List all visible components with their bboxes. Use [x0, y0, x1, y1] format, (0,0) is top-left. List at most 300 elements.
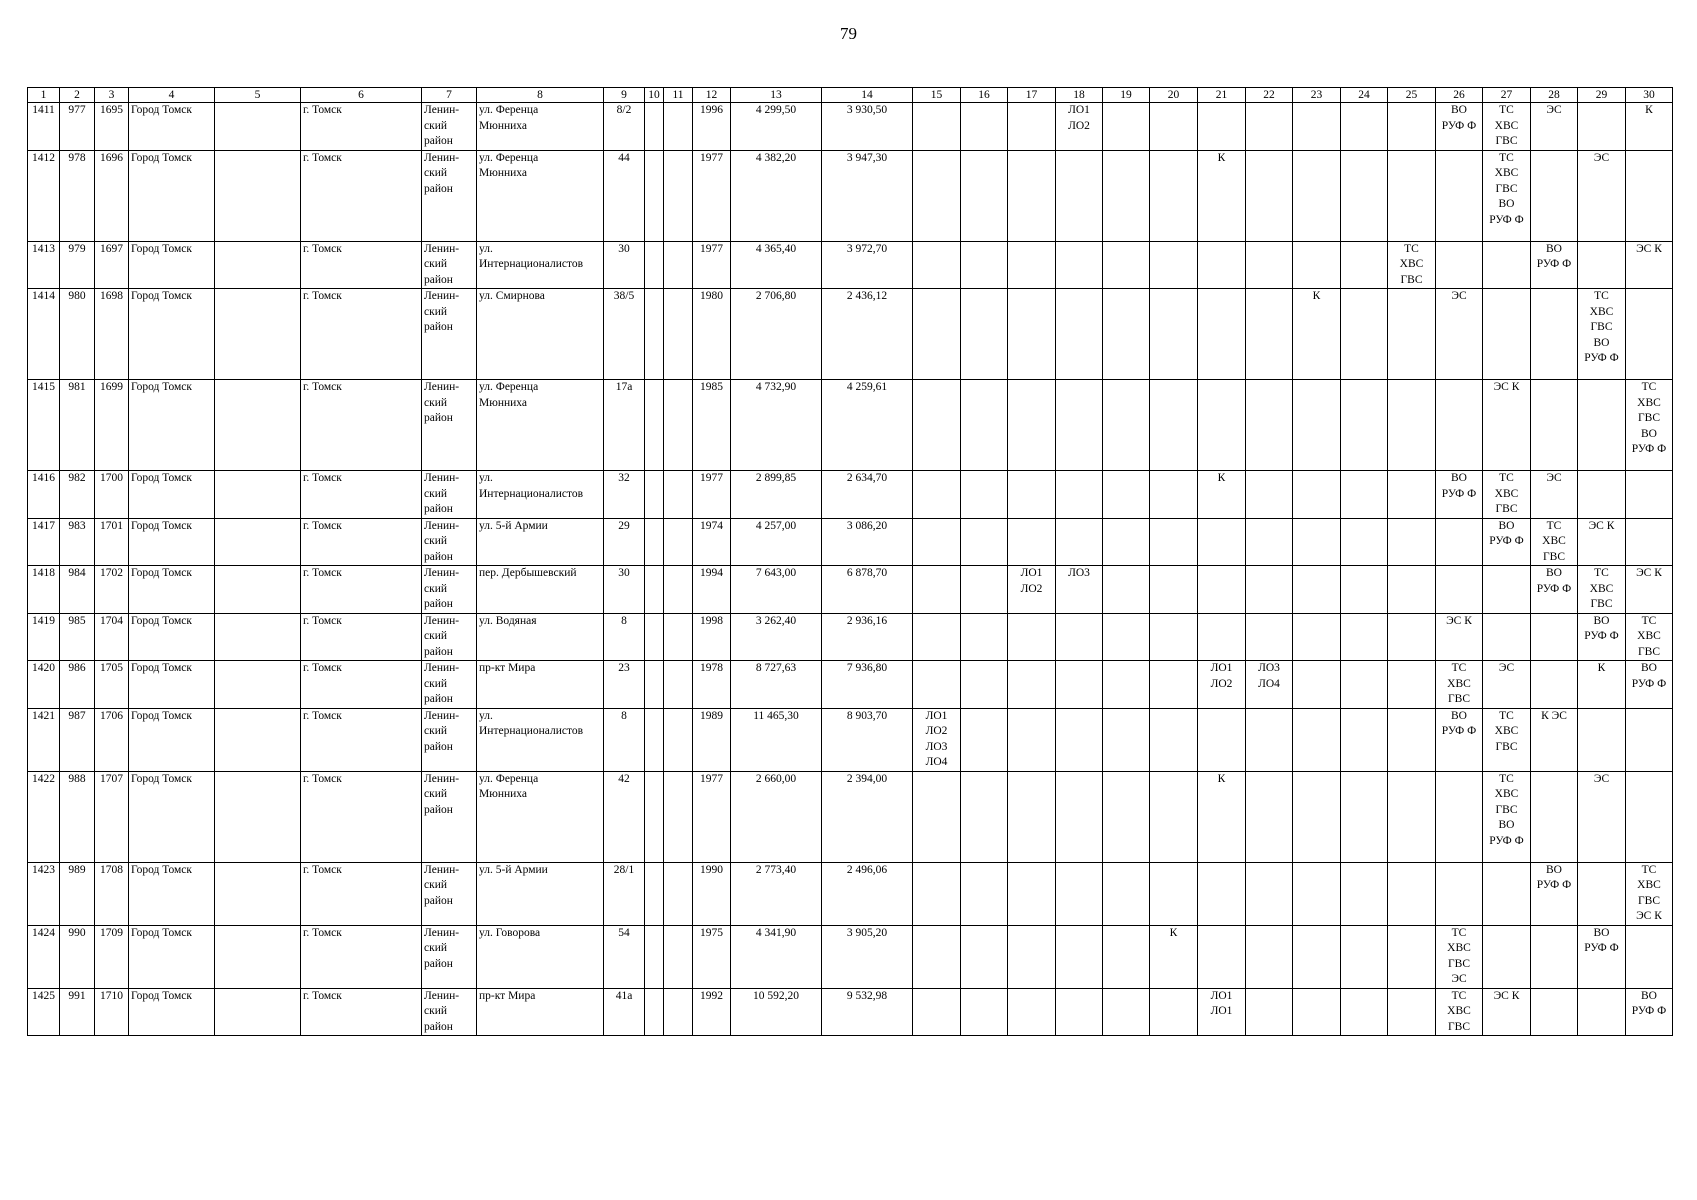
- table-cell: [1103, 471, 1150, 519]
- table-cell: [913, 241, 961, 289]
- table-cell: г. Томск: [301, 471, 422, 519]
- table-cell: ЛО3: [1056, 566, 1103, 614]
- table-cell: [1341, 613, 1388, 661]
- table-cell: 1422: [28, 771, 60, 862]
- table-cell: [1008, 518, 1056, 566]
- table-cell: [1341, 708, 1388, 771]
- table-row: [28, 289, 1673, 380]
- table-cell: [1103, 661, 1150, 709]
- table-cell: 990: [60, 925, 95, 988]
- table-cell: ТС ХВС ГВС ВО РУФ Ф: [1483, 771, 1531, 862]
- table-cell: 30: [604, 566, 645, 614]
- table-cell: [1388, 518, 1436, 566]
- table-cell: [1103, 518, 1150, 566]
- table-cell: [664, 771, 693, 862]
- table-cell: 1998: [693, 613, 731, 661]
- table-cell: ЛО1 ЛО2 ЛО3 ЛО4: [913, 708, 961, 771]
- table-cell: [1056, 380, 1103, 471]
- table-cell: [645, 771, 664, 862]
- table-row: [28, 471, 1673, 519]
- table-cell: [1531, 771, 1578, 862]
- table-cell: 44: [604, 150, 645, 241]
- table-cell: 1418: [28, 566, 60, 614]
- table-cell: ЭС: [1436, 289, 1483, 380]
- table-cell: [961, 988, 1008, 1036]
- table-cell: [1483, 862, 1531, 925]
- table-cell: [961, 289, 1008, 380]
- column-header-10: 10: [645, 88, 664, 103]
- table-body: [28, 103, 1673, 1036]
- table-cell: ВО РУФ Ф: [1531, 241, 1578, 289]
- column-header-11: 11: [664, 88, 693, 103]
- table-cell: [645, 661, 664, 709]
- table-cell: К ЭС: [1531, 708, 1578, 771]
- table-cell: [1150, 862, 1198, 925]
- table-cell: [1056, 518, 1103, 566]
- table-cell: [1578, 471, 1626, 519]
- table-row: [28, 862, 1673, 925]
- table-cell: [961, 661, 1008, 709]
- table-cell: [215, 661, 301, 709]
- table-cell: [1578, 380, 1626, 471]
- table-cell: ВО РУФ Ф: [1626, 661, 1673, 709]
- table-cell: [645, 708, 664, 771]
- table-row: [28, 380, 1673, 471]
- table-cell: [1198, 289, 1246, 380]
- table-cell: [1150, 661, 1198, 709]
- table-cell: ВО РУФ Ф: [1436, 103, 1483, 151]
- table-cell: 10 592,20: [731, 988, 822, 1036]
- table-cell: Ленин- ский район: [422, 150, 477, 241]
- table-cell: [1008, 471, 1056, 519]
- table-cell: [1531, 380, 1578, 471]
- table-cell: 991: [60, 988, 95, 1036]
- table-cell: [1388, 566, 1436, 614]
- table-cell: 1706: [95, 708, 129, 771]
- table-cell: [1103, 862, 1150, 925]
- table-cell: ВО РУФ Ф: [1578, 925, 1626, 988]
- table-cell: [1056, 708, 1103, 771]
- table-cell: [1578, 862, 1626, 925]
- table-cell: [1150, 103, 1198, 151]
- table-cell: ТС ХВС ГВС: [1483, 708, 1531, 771]
- table-cell: [215, 103, 301, 151]
- table-cell: [1436, 566, 1483, 614]
- table-cell: [1103, 566, 1150, 614]
- column-header-28: 28: [1531, 88, 1578, 103]
- column-header-27: 27: [1483, 88, 1531, 103]
- table-cell: ТС ХВС ГВС ВО РУФ Ф: [1578, 289, 1626, 380]
- table-cell: 1990: [693, 862, 731, 925]
- table-cell: Ленин- ский район: [422, 771, 477, 862]
- table-cell: Город Томск: [129, 518, 215, 566]
- table-cell: [1388, 103, 1436, 151]
- table-cell: 1696: [95, 150, 129, 241]
- table-cell: ул. Ференца Мюнниха: [477, 150, 604, 241]
- table-cell: К: [1198, 150, 1246, 241]
- table-cell: [1056, 150, 1103, 241]
- table-cell: [1198, 566, 1246, 614]
- table-cell: ТС ХВС ГВС ВО РУФ Ф: [1626, 380, 1673, 471]
- table-cell: [1198, 241, 1246, 289]
- table-cell: [215, 150, 301, 241]
- table-cell: [1293, 988, 1341, 1036]
- table-cell: ТС ХВС ГВС: [1626, 613, 1673, 661]
- table-cell: 1709: [95, 925, 129, 988]
- table-cell: [1483, 925, 1531, 988]
- table-row: [28, 988, 1673, 1036]
- table-cell: 4 257,00: [731, 518, 822, 566]
- table-cell: [215, 862, 301, 925]
- table-cell: ТС ХВС ГВС ЭС: [1436, 925, 1483, 988]
- table-cell: 1977: [693, 241, 731, 289]
- table-cell: [913, 661, 961, 709]
- table-cell: [1246, 988, 1293, 1036]
- column-header-5: 5: [215, 88, 301, 103]
- column-header-2: 2: [60, 88, 95, 103]
- table-cell: 1419: [28, 613, 60, 661]
- table-cell: г. Томск: [301, 380, 422, 471]
- table-cell: [913, 862, 961, 925]
- table-cell: 1423: [28, 862, 60, 925]
- table-cell: [664, 150, 693, 241]
- table-cell: [1293, 661, 1341, 709]
- table-cell: [1341, 150, 1388, 241]
- table-cell: [1198, 862, 1246, 925]
- table-cell: 1700: [95, 471, 129, 519]
- table-cell: [664, 925, 693, 988]
- table-cell: г. Томск: [301, 150, 422, 241]
- table-cell: ЭС: [1531, 471, 1578, 519]
- table-cell: 1705: [95, 661, 129, 709]
- table-cell: [1103, 150, 1150, 241]
- table-cell: [645, 862, 664, 925]
- table-cell: [215, 988, 301, 1036]
- table-cell: [215, 613, 301, 661]
- table-cell: [1008, 925, 1056, 988]
- table-cell: [645, 289, 664, 380]
- table-cell: [1388, 862, 1436, 925]
- table-cell: 1974: [693, 518, 731, 566]
- table-cell: К: [1198, 771, 1246, 862]
- table-cell: [1150, 518, 1198, 566]
- table-cell: [913, 518, 961, 566]
- table-cell: ТС ХВС ГВС: [1436, 661, 1483, 709]
- table-cell: г. Томск: [301, 566, 422, 614]
- table-cell: ул. Смирнова: [477, 289, 604, 380]
- table-cell: [1246, 613, 1293, 661]
- table-cell: [1150, 566, 1198, 614]
- table-cell: [1436, 771, 1483, 862]
- table-cell: 2 773,40: [731, 862, 822, 925]
- table-cell: [1246, 241, 1293, 289]
- table-cell: 1975: [693, 925, 731, 988]
- table-cell: [1008, 661, 1056, 709]
- table-cell: [1293, 150, 1341, 241]
- table-cell: [1626, 289, 1673, 380]
- table-cell: [664, 566, 693, 614]
- table-cell: ЭС: [1578, 771, 1626, 862]
- table-cell: [1388, 150, 1436, 241]
- table-cell: [215, 708, 301, 771]
- table-cell: Ленин- ский район: [422, 380, 477, 471]
- table-cell: [1341, 925, 1388, 988]
- table-cell: [1341, 988, 1388, 1036]
- table-cell: Город Томск: [129, 241, 215, 289]
- table-cell: ВО РУФ Ф: [1483, 518, 1531, 566]
- table-cell: 1977: [693, 471, 731, 519]
- table-cell: 1414: [28, 289, 60, 380]
- table-cell: г. Томск: [301, 925, 422, 988]
- table-cell: 42: [604, 771, 645, 862]
- table-cell: [1483, 613, 1531, 661]
- table-cell: 1416: [28, 471, 60, 519]
- column-header-1: 1: [28, 88, 60, 103]
- table-cell: 1992: [693, 988, 731, 1036]
- table-cell: 978: [60, 150, 95, 241]
- table-cell: 1977: [693, 771, 731, 862]
- table-cell: 1994: [693, 566, 731, 614]
- table-cell: [645, 566, 664, 614]
- table-cell: [1436, 380, 1483, 471]
- table-cell: 1977: [693, 150, 731, 241]
- table-cell: Ленин- ский район: [422, 103, 477, 151]
- table-cell: [1341, 380, 1388, 471]
- table-cell: [961, 708, 1008, 771]
- table-cell: ЛО1 ЛО2: [1008, 566, 1056, 614]
- table-row: [28, 566, 1673, 614]
- table-cell: ул. 5-й Армии: [477, 862, 604, 925]
- table-cell: [913, 771, 961, 862]
- table-cell: [645, 988, 664, 1036]
- table-cell: Город Томск: [129, 103, 215, 151]
- table-cell: ТС ХВС ГВС: [1483, 471, 1531, 519]
- table-cell: 8: [604, 708, 645, 771]
- table-cell: 1697: [95, 241, 129, 289]
- table-cell: 2 899,85: [731, 471, 822, 519]
- table-cell: [1436, 150, 1483, 241]
- table-cell: [1341, 661, 1388, 709]
- table-cell: 1989: [693, 708, 731, 771]
- table-cell: 3 972,70: [822, 241, 913, 289]
- table-cell: Ленин- ский район: [422, 862, 477, 925]
- table-cell: [1388, 380, 1436, 471]
- table-cell: 2 706,80: [731, 289, 822, 380]
- table-cell: 2 660,00: [731, 771, 822, 862]
- table-cell: 1415: [28, 380, 60, 471]
- table-cell: [1056, 289, 1103, 380]
- table-cell: 986: [60, 661, 95, 709]
- table-cell: [1246, 708, 1293, 771]
- table-cell: пр-кт Мира: [477, 661, 604, 709]
- table-cell: 1996: [693, 103, 731, 151]
- table-cell: [1246, 471, 1293, 519]
- table-cell: 1412: [28, 150, 60, 241]
- table-cell: [1531, 613, 1578, 661]
- table-cell: 1425: [28, 988, 60, 1036]
- table-cell: [1103, 925, 1150, 988]
- table-cell: [1578, 708, 1626, 771]
- table-cell: Ленин- ский район: [422, 471, 477, 519]
- table-cell: [1150, 708, 1198, 771]
- table-cell: [961, 771, 1008, 862]
- table-cell: ЭС К: [1483, 380, 1531, 471]
- table-cell: [1056, 988, 1103, 1036]
- table-cell: [913, 988, 961, 1036]
- table-cell: г. Томск: [301, 241, 422, 289]
- table-cell: г. Томск: [301, 613, 422, 661]
- table-cell: [215, 518, 301, 566]
- table-cell: ЭС К: [1483, 988, 1531, 1036]
- table-row: [28, 771, 1673, 862]
- table-cell: 8/2: [604, 103, 645, 151]
- table-cell: [1341, 289, 1388, 380]
- table-cell: 981: [60, 380, 95, 471]
- table-cell: 1411: [28, 103, 60, 151]
- table-cell: [913, 925, 961, 988]
- table-cell: пер. Дербышевский: [477, 566, 604, 614]
- table-cell: [664, 241, 693, 289]
- table-cell: [1008, 241, 1056, 289]
- table-cell: г. Томск: [301, 988, 422, 1036]
- table-cell: Город Томск: [129, 988, 215, 1036]
- table-cell: [1246, 518, 1293, 566]
- table-cell: Город Томск: [129, 566, 215, 614]
- table-cell: 1424: [28, 925, 60, 988]
- table-cell: [1008, 150, 1056, 241]
- table-cell: 980: [60, 289, 95, 380]
- table-cell: [1150, 241, 1198, 289]
- table-cell: 4 382,20: [731, 150, 822, 241]
- header-row: [28, 88, 1673, 103]
- table-cell: Город Томск: [129, 471, 215, 519]
- table-cell: Город Томск: [129, 661, 215, 709]
- table-cell: [1293, 771, 1341, 862]
- table-cell: [1150, 150, 1198, 241]
- table-cell: [1103, 241, 1150, 289]
- table-cell: [1293, 471, 1341, 519]
- table-cell: [1388, 289, 1436, 380]
- table-cell: [645, 380, 664, 471]
- table-cell: ул. Водяная: [477, 613, 604, 661]
- table-cell: [1008, 613, 1056, 661]
- table-cell: [1626, 771, 1673, 862]
- table-cell: [1293, 518, 1341, 566]
- table-cell: 17а: [604, 380, 645, 471]
- column-header-8: 8: [477, 88, 604, 103]
- table-cell: 8: [604, 613, 645, 661]
- table-cell: 8 903,70: [822, 708, 913, 771]
- table-cell: ЭС К: [1626, 241, 1673, 289]
- table-cell: 3 947,30: [822, 150, 913, 241]
- table-cell: [664, 471, 693, 519]
- table-cell: Город Томск: [129, 862, 215, 925]
- table-cell: [1436, 862, 1483, 925]
- table-cell: 32: [604, 471, 645, 519]
- table-cell: [664, 380, 693, 471]
- column-header-14: 14: [822, 88, 913, 103]
- table-cell: 1701: [95, 518, 129, 566]
- table-cell: [1056, 613, 1103, 661]
- table-cell: [1150, 380, 1198, 471]
- table-cell: ул. Интернационалистов: [477, 708, 604, 771]
- table-cell: [215, 925, 301, 988]
- table-cell: [913, 566, 961, 614]
- column-header-23: 23: [1293, 88, 1341, 103]
- table-cell: [1531, 289, 1578, 380]
- table-cell: 984: [60, 566, 95, 614]
- table-row: [28, 613, 1673, 661]
- table-cell: [1198, 708, 1246, 771]
- table-cell: Город Томск: [129, 150, 215, 241]
- table-cell: [1388, 661, 1436, 709]
- table-cell: [1626, 471, 1673, 519]
- table-cell: [215, 471, 301, 519]
- table-cell: [664, 289, 693, 380]
- table-cell: [1293, 862, 1341, 925]
- table-cell: [1103, 708, 1150, 771]
- table-cell: 982: [60, 471, 95, 519]
- table-cell: [1150, 771, 1198, 862]
- table-cell: [1626, 708, 1673, 771]
- table-cell: [1246, 771, 1293, 862]
- table-cell: 2 936,16: [822, 613, 913, 661]
- table-cell: [1626, 518, 1673, 566]
- table-cell: 54: [604, 925, 645, 988]
- table-cell: Ленин- ский район: [422, 289, 477, 380]
- table-cell: [1388, 471, 1436, 519]
- table-cell: [1531, 150, 1578, 241]
- table-cell: ТС ХВС ГВС ВО РУФ Ф: [1483, 150, 1531, 241]
- table-cell: ВО РУФ Ф: [1531, 566, 1578, 614]
- table-cell: [1008, 988, 1056, 1036]
- table-cell: [1626, 925, 1673, 988]
- table-cell: ул. Ференца Мюнниха: [477, 771, 604, 862]
- table-cell: [961, 518, 1008, 566]
- table-cell: 1704: [95, 613, 129, 661]
- table-cell: [1246, 289, 1293, 380]
- table-cell: 988: [60, 771, 95, 862]
- table-cell: [664, 518, 693, 566]
- table-cell: Ленин- ский район: [422, 241, 477, 289]
- column-header-16: 16: [961, 88, 1008, 103]
- table-cell: [1198, 613, 1246, 661]
- table-cell: [961, 613, 1008, 661]
- table-cell: Город Томск: [129, 289, 215, 380]
- table-cell: [1056, 862, 1103, 925]
- table-cell: ЭС: [1531, 103, 1578, 151]
- table-cell: [1293, 380, 1341, 471]
- table-cell: ВО РУФ Ф: [1531, 862, 1578, 925]
- table-cell: [645, 241, 664, 289]
- table-cell: Ленин- ский район: [422, 988, 477, 1036]
- table-cell: К: [1293, 289, 1341, 380]
- table-cell: [913, 150, 961, 241]
- table-cell: [664, 708, 693, 771]
- table-cell: Ленин- ский район: [422, 708, 477, 771]
- table-cell: [1103, 289, 1150, 380]
- table-cell: 38/5: [604, 289, 645, 380]
- table-cell: [1246, 566, 1293, 614]
- table-cell: [1436, 518, 1483, 566]
- table-cell: Ленин- ский район: [422, 518, 477, 566]
- table-cell: [1246, 380, 1293, 471]
- column-header-12: 12: [693, 88, 731, 103]
- table-cell: [1578, 241, 1626, 289]
- table-cell: [664, 988, 693, 1036]
- table-cell: ЭС: [1483, 661, 1531, 709]
- table-cell: [1056, 471, 1103, 519]
